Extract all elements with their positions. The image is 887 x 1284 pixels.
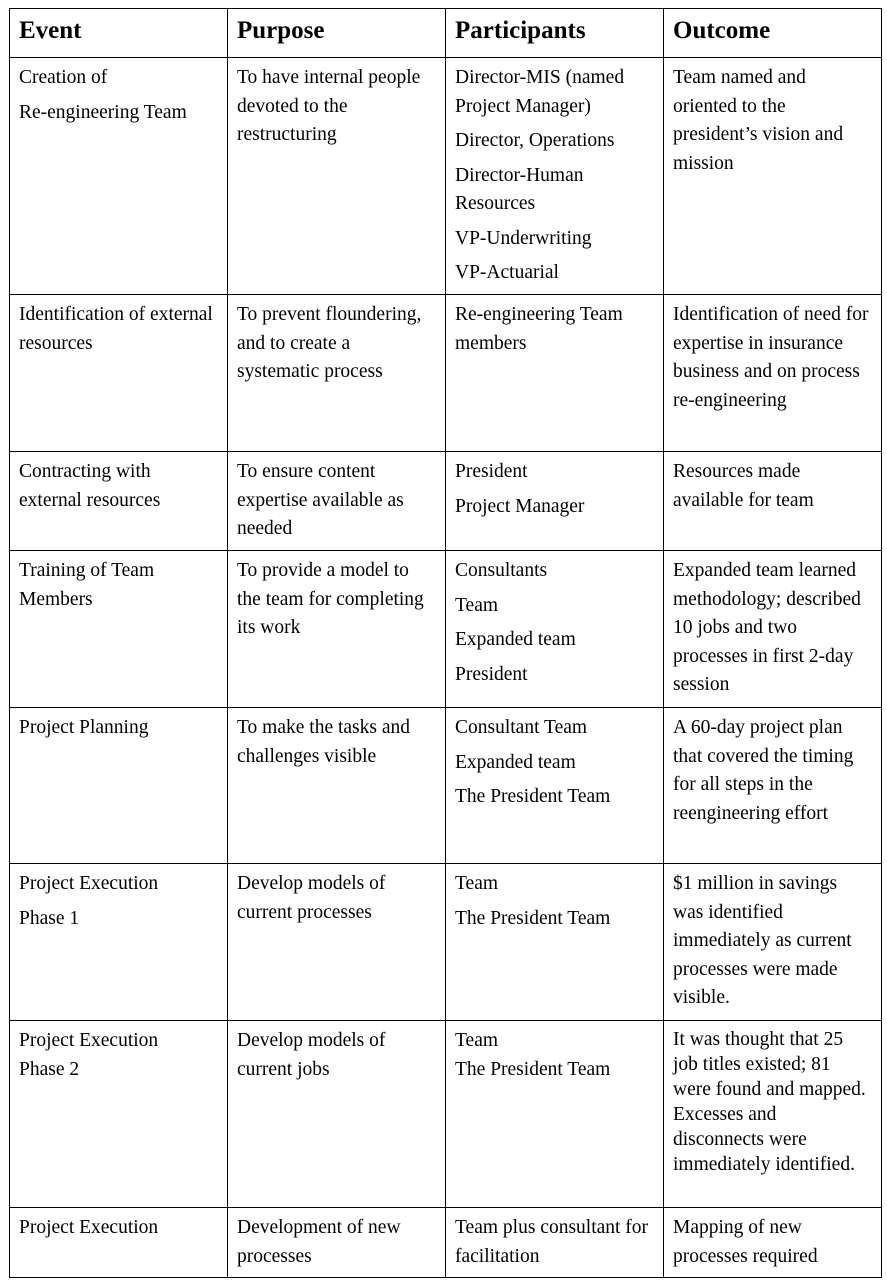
header-event: Event (10, 9, 228, 58)
purpose-cell: To provide a model to the team for completing its work (228, 551, 446, 708)
participant: Director-Human Resources (455, 164, 584, 214)
participant: Team (455, 873, 499, 894)
participants-cell: Team plus consultant for facilitation (446, 1208, 664, 1278)
participant: VP-Actuarial (455, 262, 559, 283)
participants-cell (446, 452, 664, 551)
event-line: Phase 1 (19, 907, 80, 929)
participant: Team (455, 1030, 499, 1051)
participant: Consultants (455, 560, 548, 581)
table-row (10, 295, 882, 452)
event-cell: Contracting with external resources (10, 452, 228, 551)
table-row (10, 58, 882, 295)
events-table (9, 8, 882, 1278)
participant: VP-Underwriting (455, 227, 592, 249)
table-row (10, 864, 882, 1021)
participants-cell (446, 1021, 664, 1208)
participants-cell (446, 58, 664, 295)
header-row (10, 9, 882, 58)
outcome-cell: It was thought that 25 job titles existed; 81 were found and mapped. Excesses and disconnects were immediately identified. (664, 1021, 882, 1208)
participant: Expanded team (455, 751, 576, 773)
participant: Project Manager (455, 495, 585, 517)
participant: The President Team (455, 1058, 611, 1080)
participants-cell: Re-engineering Team members (446, 295, 664, 452)
participant: President (455, 461, 528, 482)
purpose-cell: Develop models of current jobs (228, 1021, 446, 1208)
document-page (9, 8, 882, 1278)
participant: Consultant Team (455, 717, 588, 738)
participants-cell (446, 551, 664, 708)
event-line: Project Execution (19, 1030, 159, 1051)
participant: Team (455, 594, 499, 616)
event-cell (10, 58, 228, 295)
purpose-cell: To prevent floundering, and to create a systematic process (228, 295, 446, 452)
participant: The President Team (455, 907, 611, 929)
event-line: Creation of (19, 67, 108, 88)
outcome-cell: Expanded team learned methodology; described 10 jobs and two processes in first 2-day session (664, 551, 882, 708)
purpose-cell: To ensure content expertise available as needed (228, 452, 446, 551)
outcome-cell: Resources made available for team (664, 452, 882, 551)
event-line: Project Execution (19, 873, 159, 894)
table-row (10, 1208, 882, 1278)
event-line: Re-engineering Team (19, 101, 187, 123)
event-cell: Identification of external resources (10, 295, 228, 452)
purpose-cell: To have internal people devoted to the restructuring (228, 58, 446, 295)
event-cell: Project Planning (10, 708, 228, 864)
event-cell (10, 1021, 228, 1208)
event-cell (10, 864, 228, 1021)
participants-cell (446, 864, 664, 1021)
event-line: Phase 2 (19, 1058, 80, 1080)
participant: Expanded team (455, 629, 576, 650)
header-outcome: Outcome (664, 9, 882, 58)
outcome-cell: A 60-day project plan that covered the timing for all steps in the reengineering effort (664, 708, 882, 864)
purpose-cell: Develop models of current processes (228, 864, 446, 1021)
participant: President (455, 663, 528, 685)
participant: The President Team (455, 786, 611, 807)
outcome-cell: Team named and oriented to the president’s vision and mission (664, 58, 882, 295)
event-cell: Project Execution (10, 1208, 228, 1278)
header-participants: Participants (446, 9, 664, 58)
table-row (10, 708, 882, 864)
outcome-cell: Identification of need for expertise in insurance business and on process re-engineering (664, 295, 882, 452)
purpose-cell: To make the tasks and challenges visible (228, 708, 446, 864)
header-purpose: Purpose (228, 9, 446, 58)
participant: Director, Operations (455, 130, 615, 151)
table-row (10, 452, 882, 551)
table-row (10, 1021, 882, 1208)
participants-cell (446, 708, 664, 864)
table-row (10, 551, 882, 708)
outcome-cell: Mapping of new processes required (664, 1208, 882, 1278)
purpose-cell: Development of new processes (228, 1208, 446, 1278)
participant: Director-MIS (named Project Manager) (455, 67, 625, 117)
event-cell: Training of Team Members (10, 551, 228, 708)
outcome-cell: $1 million in savings was identified immediately as current processes were made visible. (664, 864, 882, 1021)
